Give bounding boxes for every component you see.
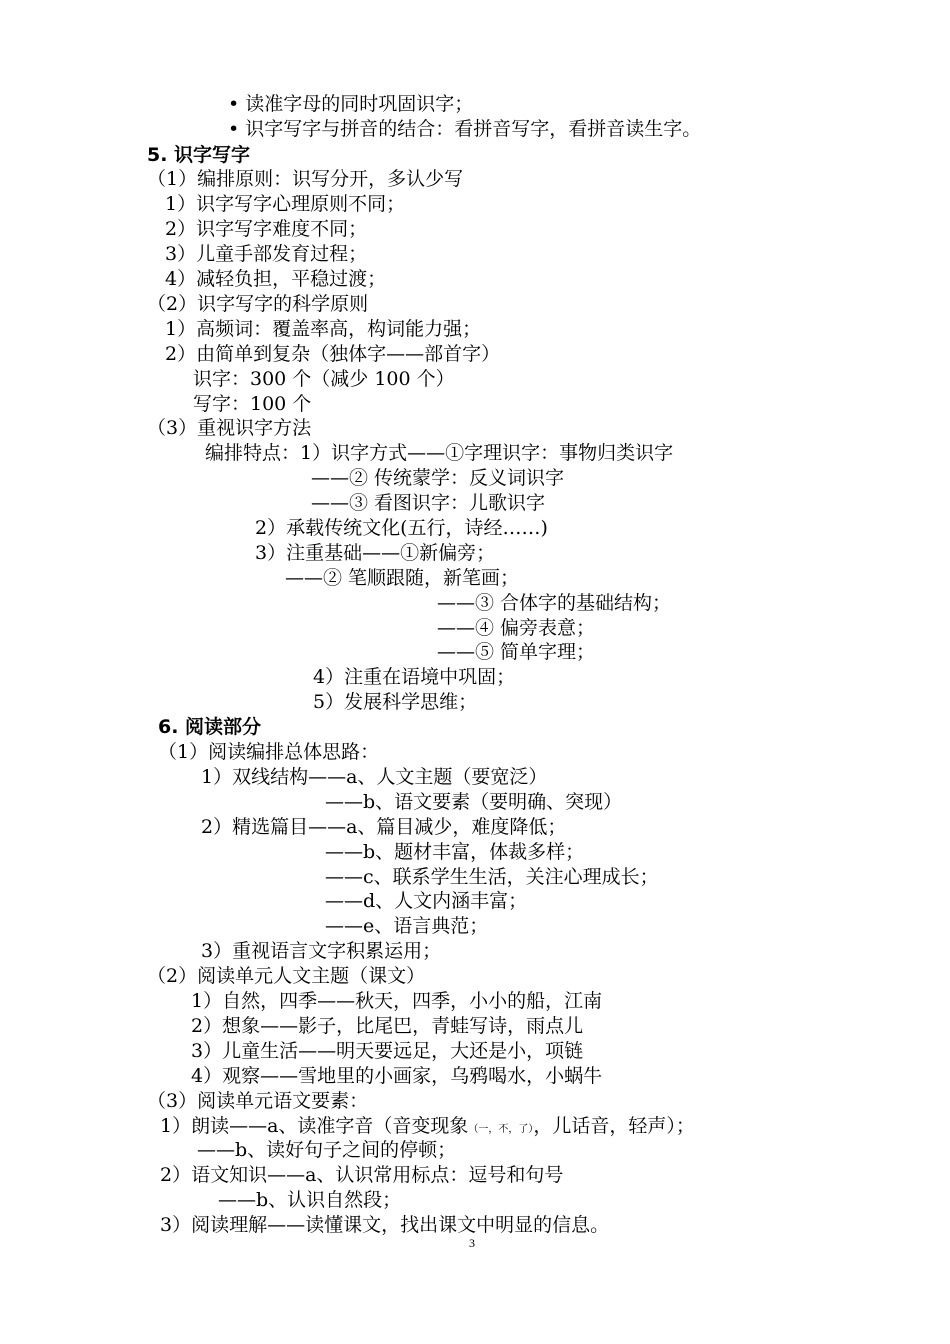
list-item: ——b、语文要素（要明确、突现） bbox=[325, 791, 623, 813]
list-item: 4）观察——雪地里的小画家，乌鸦喝水，小蜗牛 bbox=[191, 1065, 603, 1087]
section-heading: 5. 识字写字 bbox=[147, 144, 251, 166]
list-item: 2）想象——影子，比尾巴，青蛙写诗，雨点儿 bbox=[191, 1015, 584, 1037]
list-item: 1）高频词：覆盖率高，构词能力强； bbox=[165, 318, 482, 340]
subsection-title: （3）阅读单元语文要素： bbox=[147, 1090, 369, 1112]
list-item: 3）儿童手部发育过程； bbox=[165, 243, 368, 265]
subsection-title: （1）阅读编排总体思路： bbox=[158, 741, 380, 763]
text-segment: ，儿话音，轻声）； bbox=[533, 1115, 695, 1137]
list-item: 2）识字写字难度不同； bbox=[165, 218, 368, 240]
list-item: 1）双线结构——a、人文主题（要宽泛） bbox=[201, 766, 548, 788]
list-item: ——③ 看图识字：儿歌识字 bbox=[311, 492, 546, 514]
page-number: 3 bbox=[469, 1236, 475, 1250]
bullet-line: • 识字写字与拼音的结合：看拼音写字，看拼音读生字。 bbox=[228, 118, 702, 140]
subsection-title: （2）识字写字的科学原则 bbox=[147, 293, 369, 315]
list-item: ——d、人文内涵丰富； bbox=[325, 890, 528, 912]
subsection-title: （2）阅读单元人文主题（课文） bbox=[147, 965, 426, 987]
list-item: 编排特点：1）识字方式——①字理识字：事物归类识字 bbox=[205, 442, 674, 464]
list-item: 1）识字写字心理原则不同； bbox=[165, 193, 406, 215]
list-item: ——③ 合体字的基础结构； bbox=[437, 592, 672, 614]
list-item: 2）精选篇目——a、篇目减少，难度降低； bbox=[201, 816, 567, 838]
list-item: 3）阅读理解——读懂课文，找出课文中明显的信息。 bbox=[160, 1214, 610, 1236]
list-item: 写字：100 个 bbox=[193, 393, 312, 415]
list-item: 2）承载传统文化(五行，诗经……) bbox=[255, 517, 548, 539]
section-heading: 6. 阅读部分 bbox=[158, 716, 262, 738]
list-item: ——b、读好句子之间的停顿； bbox=[197, 1139, 457, 1161]
subsection-title: （1）编排原则：识写分开，多认少写 bbox=[147, 168, 464, 190]
list-item: 4）减轻负担，平稳过渡； bbox=[165, 268, 387, 290]
list-item: 1）自然，四季——秋天，四季，小小的船，江南 bbox=[191, 990, 603, 1012]
text-segment-small: （一，不，了） bbox=[468, 1124, 534, 1135]
text-segment: 1）朗读——a、读准字音（音变现象 bbox=[160, 1115, 469, 1137]
subsection-title: （3）重视识字方法 bbox=[147, 417, 312, 439]
list-item: 4）注重在语境中巩固； bbox=[313, 666, 516, 688]
list-item: 5）发展科学思维； bbox=[313, 691, 478, 713]
list-item: ——b、认识自然段； bbox=[218, 1189, 402, 1211]
list-item: ——c、联系学生生活，关注心理成长； bbox=[325, 866, 659, 888]
list-item: ——② 笔顺跟随，新笔画； bbox=[285, 567, 520, 589]
list-item: 3）重视语言文字积累运用； bbox=[201, 940, 442, 962]
list-item: ——④ 偏旁表意； bbox=[437, 617, 596, 639]
list-item: ——⑤ 简单字理； bbox=[437, 641, 596, 663]
list-item: ——e、语言典范； bbox=[325, 915, 489, 937]
list-item: 2）由简单到复杂（独体字——部首字） bbox=[165, 343, 501, 365]
list-item: 2）语文知识——a、认识常用标点：逗号和句号 bbox=[160, 1164, 564, 1186]
list-item: 3）注重基础——①新偏旁； bbox=[255, 542, 496, 564]
list-item: ——b、题材丰富，体裁多样； bbox=[325, 841, 585, 863]
list-item: 3）儿童生活——明天要远足，大还是小，项链 bbox=[191, 1040, 584, 1062]
list-item: 识字：300 个（减少 100 个） bbox=[193, 368, 455, 390]
bullet-line: • 读准字母的同时巩固识字； bbox=[228, 93, 474, 115]
list-item: ——② 传统蒙学：反义词识字 bbox=[311, 467, 565, 489]
